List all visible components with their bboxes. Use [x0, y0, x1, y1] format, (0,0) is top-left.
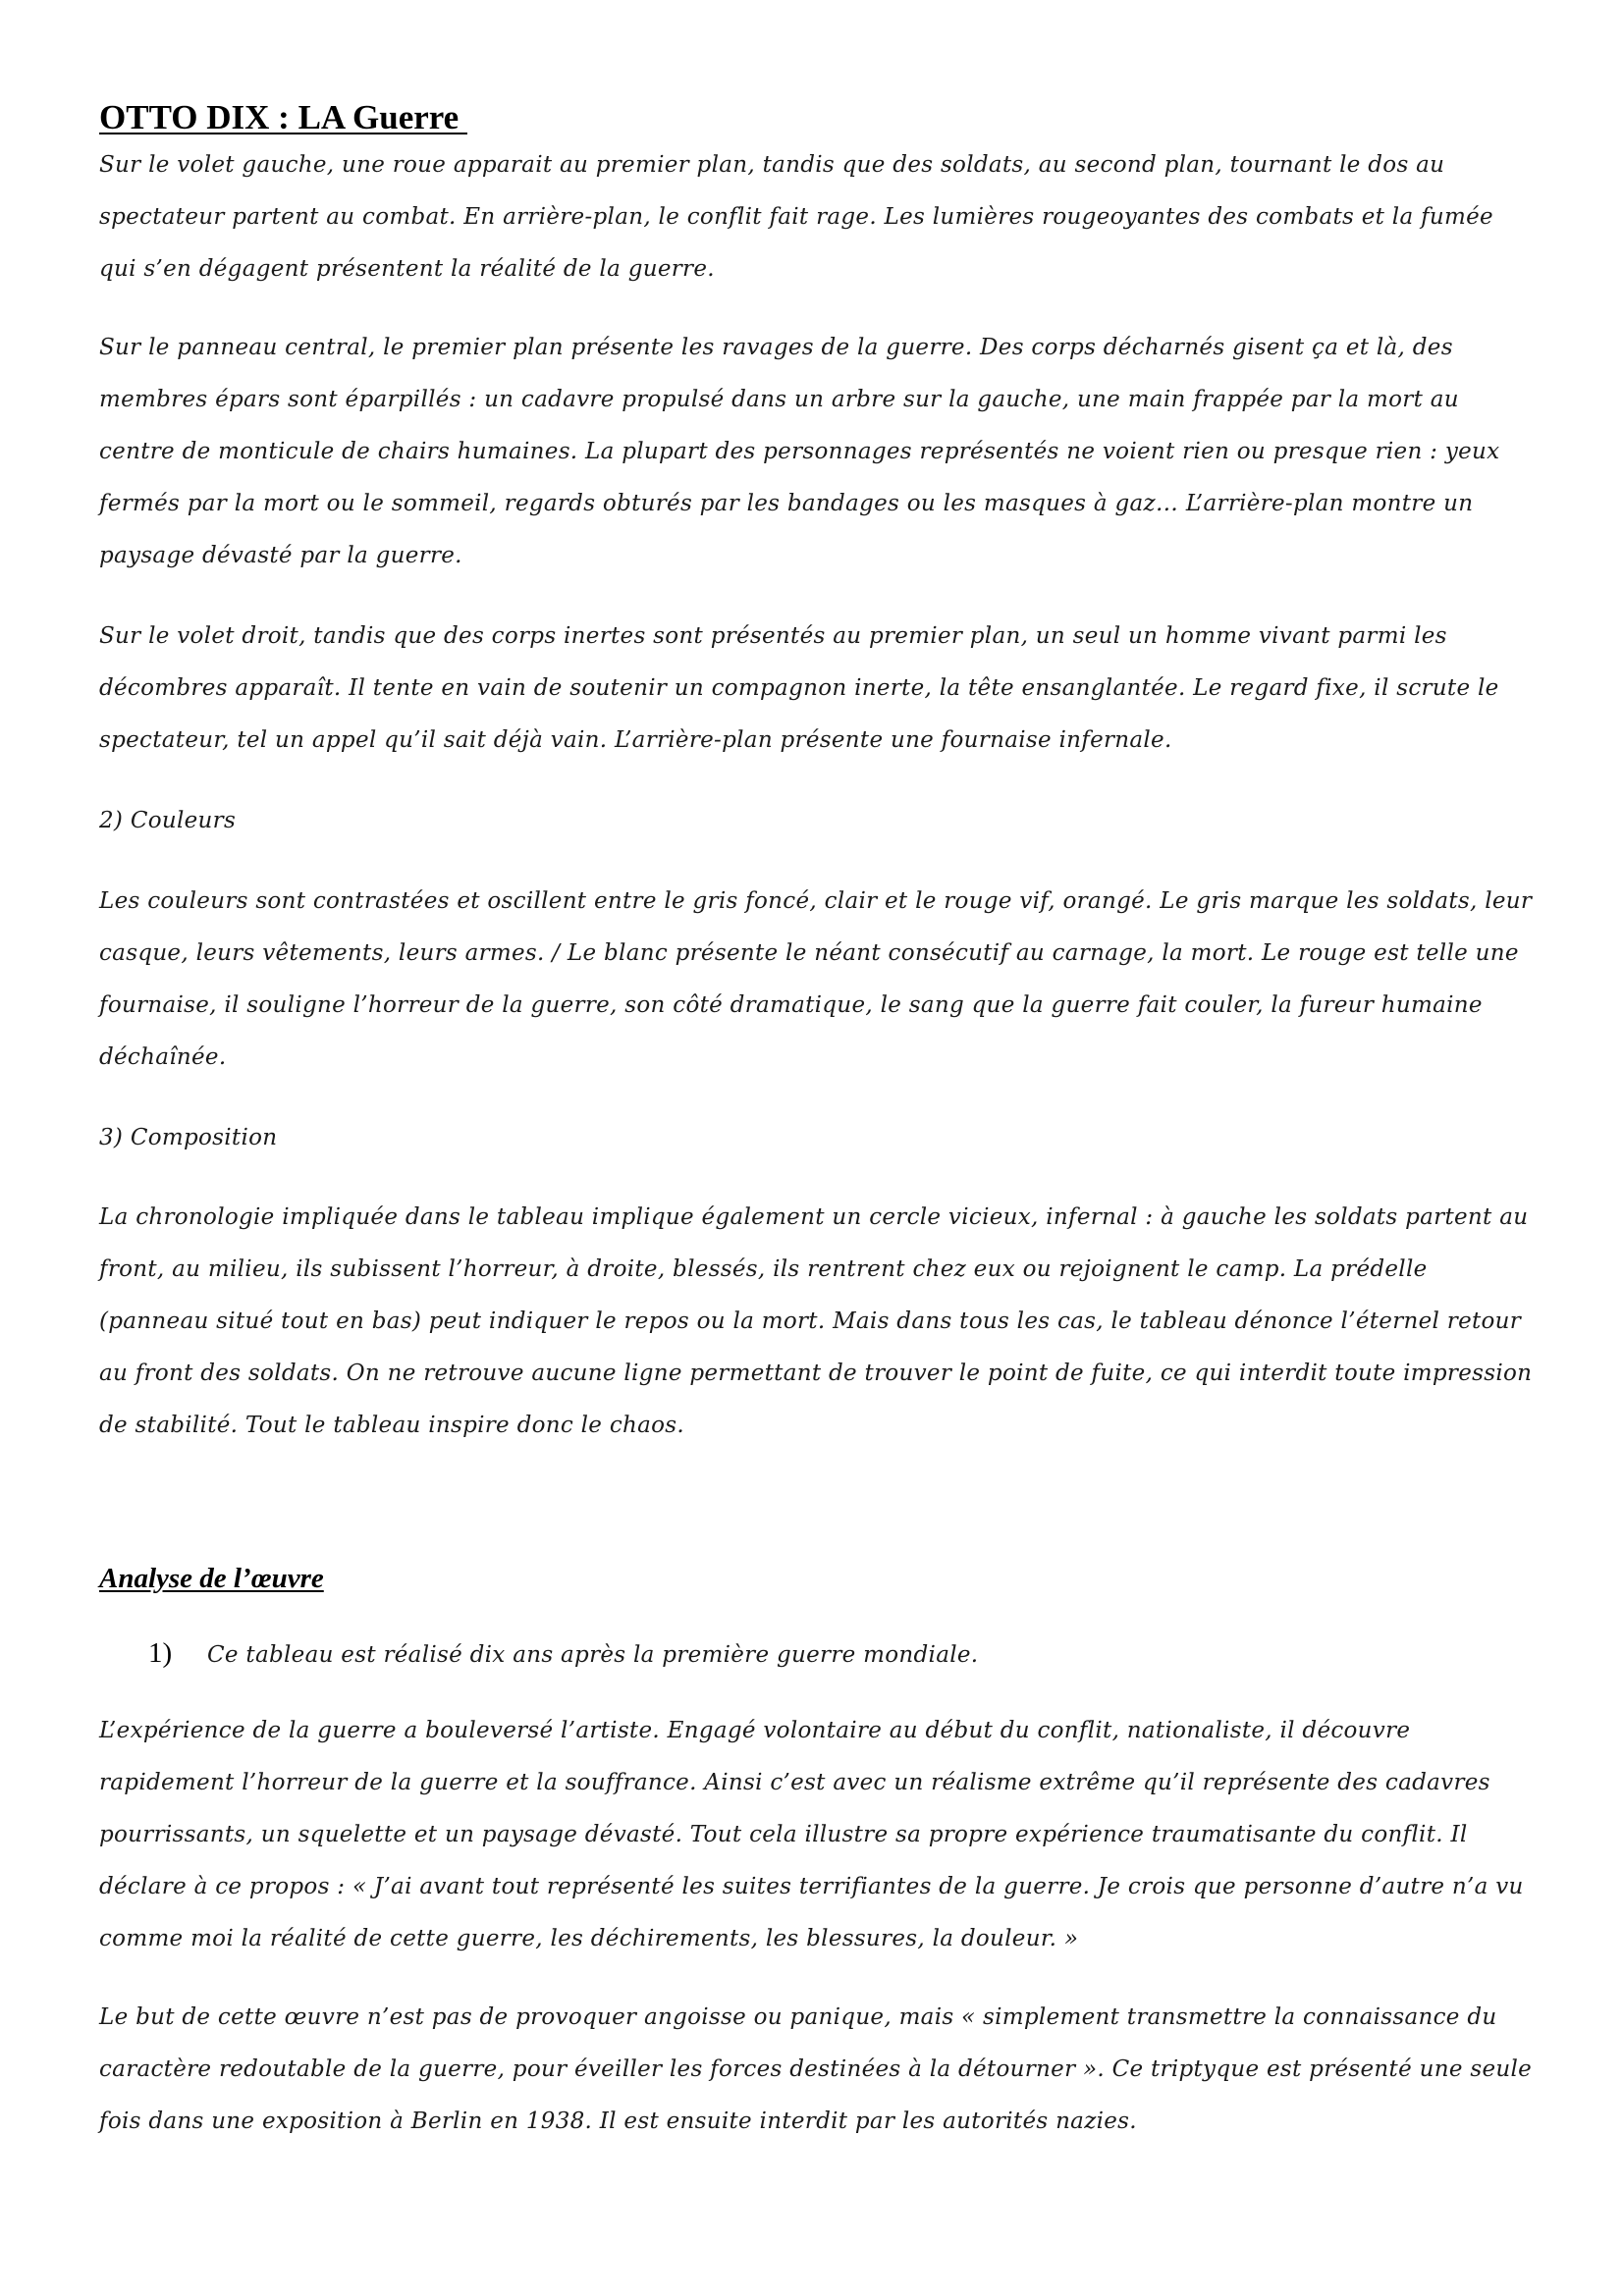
section-heading-composition: 3) Composition	[99, 1125, 278, 1150]
section-heading-colors: 2) Couleurs	[99, 808, 237, 833]
paragraph-right-panel: Sur le volet droit, tandis que des corps inertes sont présentés au premier plan, un seul un homme vivant parmi les décombres apparaît. Il tente en vain de soutenir un compagnon inerte, la tête ensanglantée. Le regard fixe, il scrute le spectateur, tel un appel qu’il sait déjà vain. L’arrière-plan présente une fournaise infernale.	[99, 623, 1499, 753]
list-item	[148, 1629, 978, 1680]
analysis-heading: Analyse de l’œuvre	[99, 1563, 324, 1594]
paragraph-left-panel: Sur le volet gauche, une roue apparait au premier plan, tandis que des soldats, au second plan, tournant le dos au spectateur partent au combat. En arrière-plan, le conflit fait rage. Les lumières rougeoyantes des combats et la fumée qui s’en dégagent présentent la réalité de la guerre.	[99, 152, 1493, 282]
paragraph-colors: Les couleurs sont contrastées et oscillent entre le gris foncé, clair et le rouge vif, orangé. Le gris marque les soldats, leur casque, leurs vêtements, leurs armes. / Le blanc présente le néant consécutif au carnage, la mort. Le rouge est telle une fournaise, il souligne l’horreur de la guerre, son côté dramatique, le sang que la guerre fait couler, la fureur humaine déchaînée.	[99, 888, 1533, 1070]
paragraph-central-panel: Sur le panneau central, le premier plan présente les ravages de la guerre. Des corps décharnés gisent ça et là, des membres épars sont éparpillés : un cadavre propulsé dans un arbre sur la gauche, une main frappée par la mort au centre de monticule de chairs humaines. La plupart des personnages représentés ne voient rien ou presque rien : yeux fermés par la mort ou le sommeil, regards obturés par les bandages ou les masques à gaz… L’arrière-plan montre un paysage dévasté par la guerre.	[99, 335, 1500, 568]
paragraph-composition: La chronologie impliquée dans le tableau implique également un cercle vicieux, infernal : à gauche les soldats partent au front, au milieu, ils subissent l’horreur, à droite, blessés, ils rentrent chez eux ou rejoignent le camp. La prédelle (panneau situé tout en bas) peut indiquer le repos ou la mort. Mais dans tous les cas, le tableau dénonce l’éternel retour au front des soldats. On ne retrouve aucune ligne permettant de trouver le point de fuite, ce qui interdit toute impression de stabilité. Tout le tableau inspire donc le chaos.	[99, 1204, 1533, 1438]
document-title: OTTO DIX : LA Guerre	[99, 98, 467, 136]
list-text: Ce tableau est réalisé dix ans après la première guerre mondiale.	[207, 1642, 979, 1668]
list-number: 1)	[148, 1637, 173, 1669]
paragraph-analysis-purpose: Le but de cette œuvre n’est pas de provoquer angoisse ou panique, mais « simplement transmettre la connaissance du caractère redoutable de la guerre, pour éveiller les forces destinées à la détourner ». Ce triptyque est présenté une seule fois dans une exposition à Berlin en 1938. Il est ensuite interdit par les autorités nazies.	[99, 2004, 1533, 2134]
paragraph-analysis-experience: L’expérience de la guerre a bouleversé l’artiste. Engagé volontaire au début du conflit, nationaliste, il découvre rapidement l’horreur de la guerre et la souffrance. Ainsi c’est avec un réalisme extrême qu’il représente des cadavres pourrissants, un squelette et un paysage dévasté. Tout cela illustre sa propre expérience traumatisante du conflit. Il déclare à ce propos : « J’ai avant tout représenté les suites terrifiantes de la guerre. Je crois que personne d’autre n’a vu comme moi la réalité de cette guerre, les déchirements, les blessures, la douleur. »	[99, 1718, 1524, 1951]
